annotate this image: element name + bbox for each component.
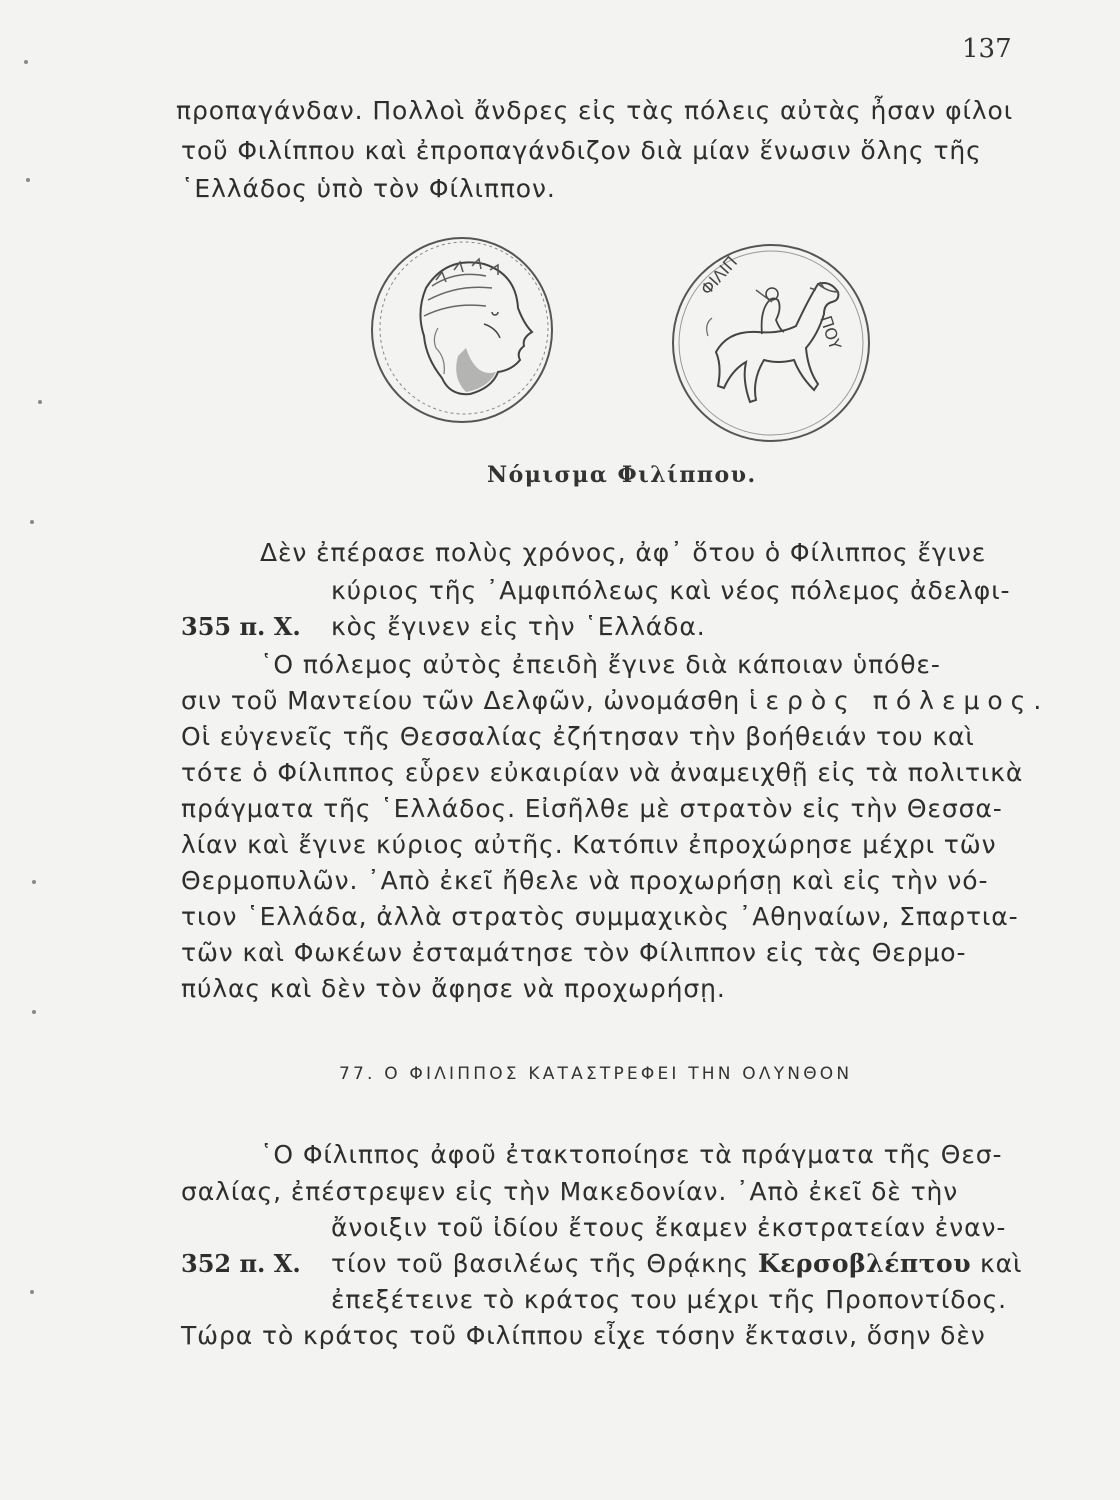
margin-date: 352 π. Χ. [181,1249,301,1278]
coin-obverse-head-illustration [366,228,562,428]
coin-inscription-right: ΠΟΥ [816,313,845,352]
text-line: σαλίας, ἐπέστρεψεν εἰς τὴν Μακεδονίαν. ᾽Απὸ ἐκεῖ δὲ τὴν [181,1177,959,1206]
page-number: 137 [962,34,1012,64]
text-line: τίον τοῦ βασιλέως τῆς Θρᾴκης Κερσοβλέπτου καὶ [331,1249,1023,1278]
text-line: Θερμοπυλῶν. ᾽Απὸ ἐκεῖ ἤθελε νὰ προχωρήσῃ καὶ εἰς τὴν νό- [181,866,989,895]
text-line: ῾Ο Φίλιππος ἀφοῦ ἐτακτοποίησε τὰ πράγματα τῆς Θεσ- [260,1140,1003,1169]
text-line: ἐπεξέτεινε τὸ κράτος του μέχρι τῆς Προποντίδος. [331,1285,1008,1314]
text-line: κύριος τῆς ᾽Αμφιπόλεως καὶ νέος πόλεμος ἀδελφι- [331,576,1011,605]
text-line: τιον ῾Ελλάδα, ἀλλὰ στρατὸς συμμαχικὸς ᾽Αθηναίων, Σπαρτια- [181,902,1019,931]
text-line: προπαγάνδαν. Πολλοὶ ἄνδρες εἰς τὰς πόλεις αὐτὰς ἦσαν φίλοι [176,96,1014,125]
margin-date: 355 π. Χ. [181,612,301,641]
text-line: ῾Ελλάδος ὑπὸ τὸν Φίλιππον. [181,174,556,203]
text-line: τοῦ Φιλίππου καὶ ἐπροπαγάνδιζον διὰ μίαν ἕνωσιν ὅλης τῆς [181,136,982,165]
text-line: σιν τοῦ Μαντείου τῶν Δελφῶν, ὠνομάσθη ἱερὸς πόλεμος. [181,686,1050,715]
scan-dot [32,880,36,884]
text-line: Δὲν ἐπέρασε πολὺς χρόνος, ἀφ᾽ ὅτου ὁ Φίλιππος ἔγινε [260,538,987,567]
text-line: λίαν καὶ ἔγινε κύριος αὐτῆς. Κατόπιν ἐπροχώρησε μέχρι τῶν [181,830,997,859]
text-line: τῶν καὶ Φωκέων ἐσταμάτησε τὸν Φίλιππον εἰς τὰς Θερμο- [181,938,967,967]
figure-caption: Νόμισμα Φιλίππου. [487,462,757,488]
spaced-term: ἱερὸς πόλεμος. [749,686,1050,715]
scan-dot [38,400,42,404]
scan-dot [30,1290,34,1294]
text-line: ἄνοιξιν τοῦ ἰδίου ἔτους ἔκαμεν ἐκστρατείαν ἐναν- [331,1213,1007,1242]
coin-inscription-left: ΦΙΛΙΠ [696,252,742,299]
scan-dot [24,60,28,64]
text-line: κὸς ἔγινεν εἰς τὴν ῾Ελλάδα. [331,612,706,641]
coin-reverse-horseman-illustration [668,240,874,446]
text-line: πράγματα τῆς ῾Ελλάδος. Εἰσῆλθε μὲ στρατὸν εἰς τὴν Θεσσα- [181,794,1003,823]
scan-dot [26,178,30,182]
text-line: Οἱ εὐγενεῖς τῆς Θεσσαλίας ἐζήτησαν τὴν βοήθειάν του καὶ [181,722,975,751]
text-line: Τώρα τὸ κράτος τοῦ Φιλίππου εἶχε τόσην ἔκτασιν, ὅσην δὲν [181,1321,986,1350]
section-heading: 77. Ο ΦΙΛΙΠΠΟΣ ΚΑΤΑΣΤΡΕΦΕΙ ΤΗΝ ΟΛΥΝΘΟΝ [339,1064,853,1084]
scan-dot [30,520,34,524]
bold-name: Κερσοβλέπτου [757,1249,972,1278]
text-line: ῾Ο πόλεμος αὐτὸς ἐπειδὴ ἔγινε διὰ κάποιαν ὑπόθε- [260,650,941,679]
text-line: τότε ὁ Φίλιππος εὗρεν εὐκαιρίαν νὰ ἀναμειχθῇ εἰς τὰ πολιτικὰ [181,758,1024,787]
scan-dot [32,1010,36,1014]
text-line: πύλας καὶ δὲν τὸν ἄφησε νὰ προχωρήσῃ. [181,974,726,1003]
